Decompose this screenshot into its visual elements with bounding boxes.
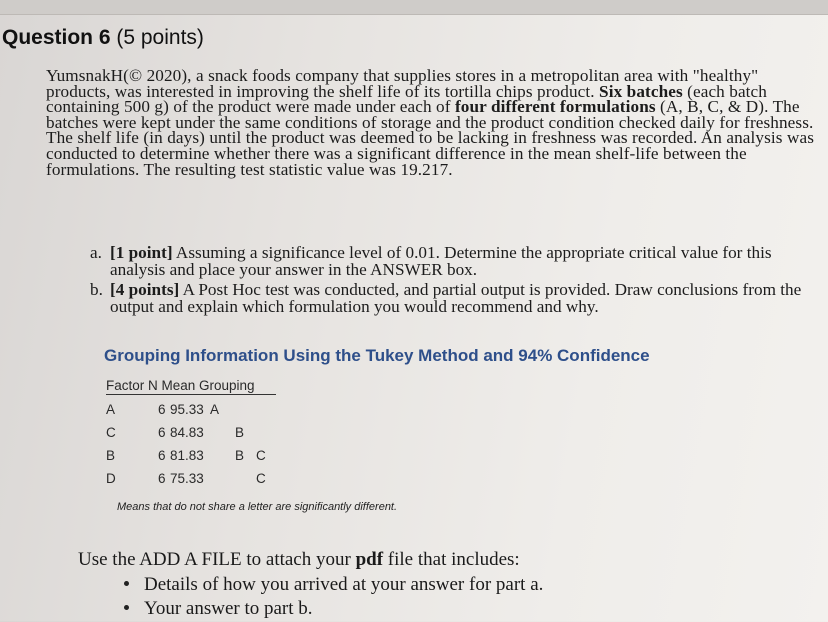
question-title	[2, 26, 204, 50]
part-b-points: [4 points]	[110, 280, 180, 299]
question-number: Question 6	[2, 26, 111, 49]
bullet-icon	[124, 581, 129, 586]
paragraph-bold-formulations: four different formulations	[454, 97, 656, 117]
page-top-edge	[0, 0, 828, 15]
row-mean: 81.83	[170, 448, 204, 463]
row-group-3: C	[256, 471, 266, 486]
row-group-1: A	[210, 402, 220, 417]
submission-intro-bold: pdf	[355, 549, 384, 570]
part-a-points: [1 point]	[110, 243, 173, 262]
part-b	[90, 281, 826, 315]
row-mean: 75.33	[170, 471, 204, 486]
grouping-table-header: Factor N Mean Grouping	[106, 378, 276, 395]
submission-intro-pre: Use the ADD A FILE to attach your	[78, 549, 356, 570]
paragraph-text-3: (A, B, C, & D). The batches were kept under the same conditions of storage and the product condition checked daily for freshness. The shelf life (in days) until the product was deemed to be lacking in freshness was recorded. An analysis was conducted to determine whether there was a significant difference in the mean shelf-life between the formulations. The resulting test statistic value was 19.217.	[46, 97, 814, 179]
row-n: 6	[158, 471, 166, 486]
submission-instructions	[78, 549, 520, 571]
list-item-text: Details of how you arrived at your answer for part a.	[144, 574, 544, 595]
list-item-text: Your answer to part b.	[144, 598, 313, 619]
row-group-3: C	[256, 448, 266, 463]
row-group-2: B	[235, 448, 245, 463]
row-n: 6	[158, 402, 166, 417]
row-factor: D	[106, 471, 116, 486]
grouping-note: Means that do not share a letter are significantly different.	[117, 501, 398, 513]
paragraph-bold-six-batches: Six batches	[599, 81, 683, 101]
row-n: 6	[158, 425, 166, 440]
grouping-title: Grouping Information Using the Tukey Method and 94% Confidence	[104, 346, 650, 365]
row-factor: A	[106, 402, 116, 417]
row-n: 6	[158, 448, 166, 463]
question-parts	[90, 244, 826, 318]
problem-paragraph	[46, 68, 824, 177]
submission-intro-post: file that includes:	[383, 549, 520, 570]
row-mean: 95.33	[170, 402, 204, 417]
part-a	[90, 244, 826, 278]
bullet-icon	[124, 605, 129, 610]
paragraph-text-1: YumsnakH(© 2020), a snack foods company that supplies stores in a metropolitan area with "healthy" products, was interested in improving the shelf life of its tortilla chips product.	[46, 66, 759, 101]
question-points: (5 points)	[116, 26, 204, 49]
row-mean: 84.83	[170, 425, 204, 440]
part-b-label: b.	[90, 280, 103, 299]
row-factor: B	[106, 448, 116, 463]
part-a-label: a.	[90, 243, 102, 262]
row-group-2: B	[235, 425, 245, 440]
part-b-text: A Post Hoc test was conducted, and partial output is provided. Draw conclusions from the output and explain which formulation you would recommend and why.	[110, 280, 802, 316]
row-factor: C	[106, 425, 116, 440]
paragraph-text-2: (each batch containing 500 g) of the product were made under each of	[46, 81, 767, 117]
part-a-text: Assuming a significance level of 0.01. Determine the appropriate critical value for this analysis and place your answer in the ANSWER box.	[110, 243, 772, 279]
